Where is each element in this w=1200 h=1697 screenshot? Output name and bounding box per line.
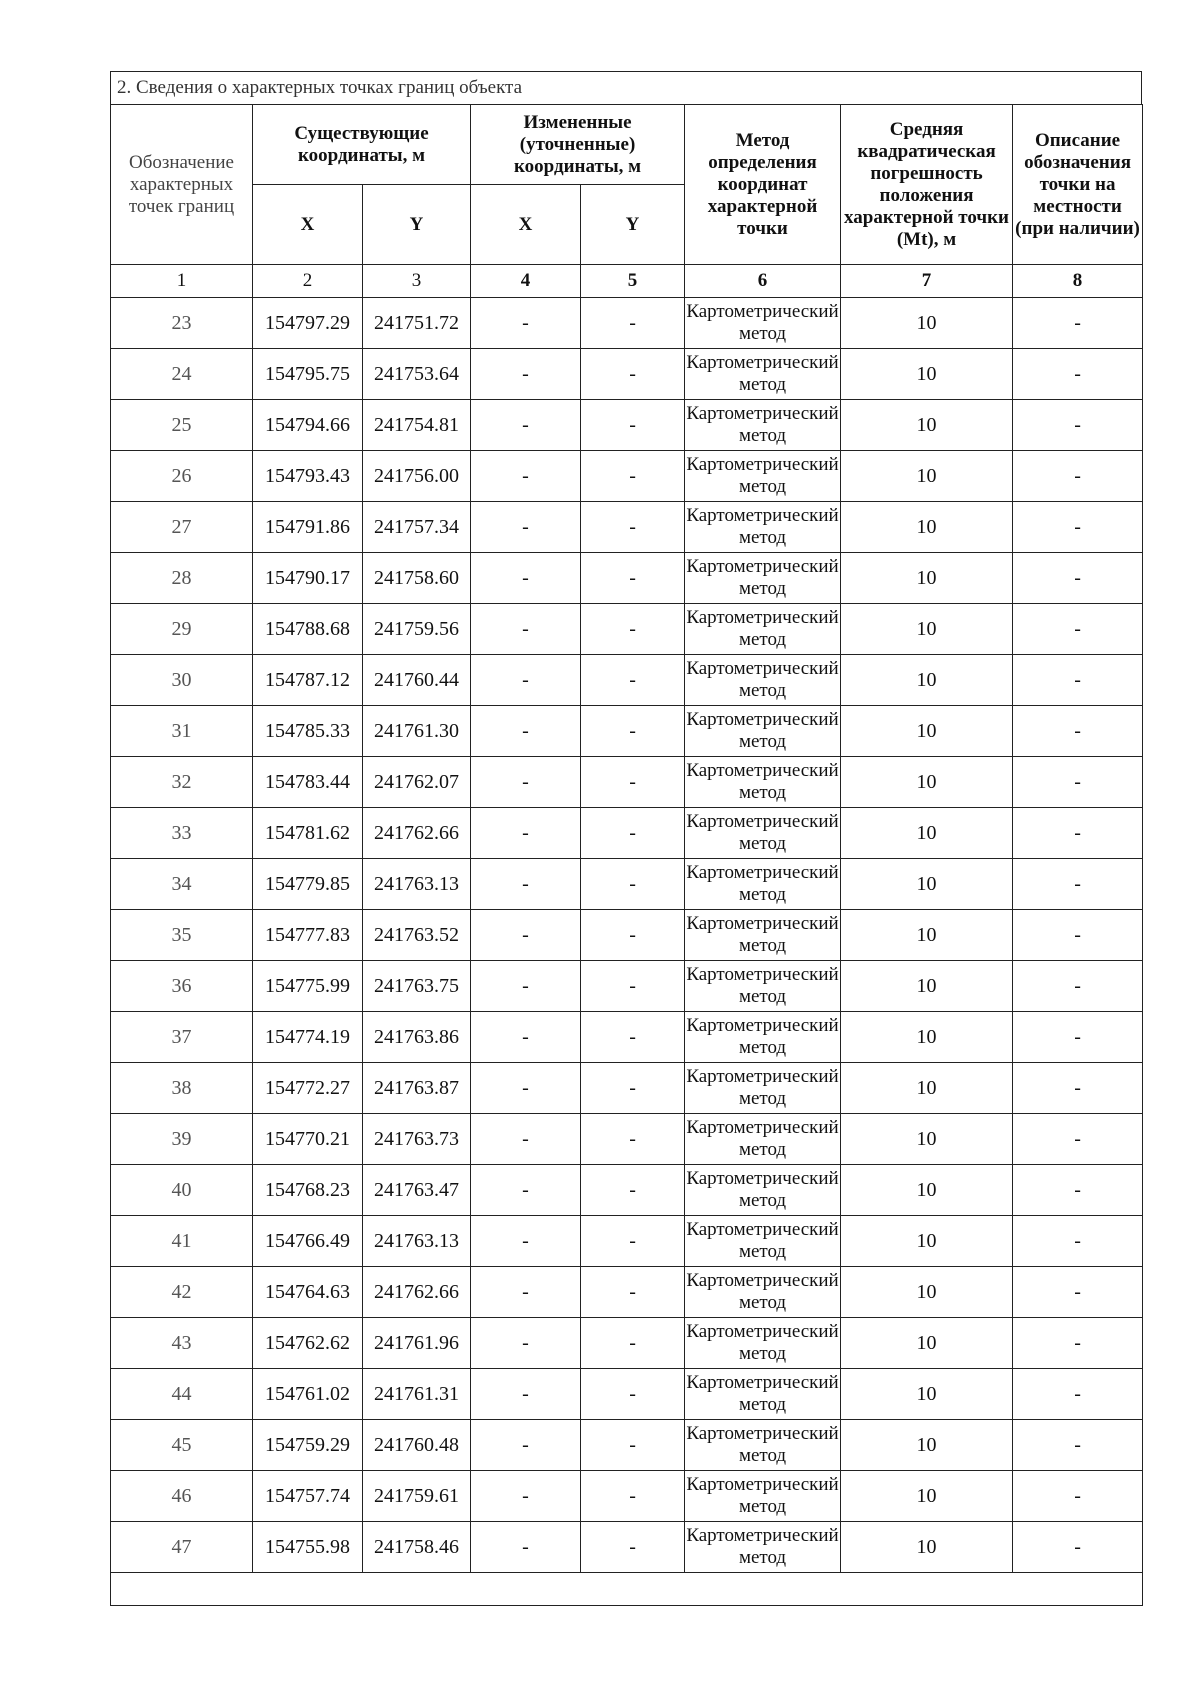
method-cell: Картометрический метод (685, 349, 841, 400)
mean-error-cell: 10 (841, 1012, 1013, 1063)
header-changed-y: Y (581, 185, 685, 265)
existing-x-cell: 154775.99 (253, 961, 363, 1012)
table-row (111, 298, 1143, 349)
existing-x-cell: 154781.62 (253, 808, 363, 859)
table-row (111, 910, 1143, 961)
point-number-cell: 32 (111, 757, 253, 808)
point-number-cell: 34 (111, 859, 253, 910)
mean-error-cell: 10 (841, 1063, 1013, 1114)
header-mean-error: Средняя квадратическая погрешность положения характерной точки (Mt), м (841, 105, 1013, 265)
description-cell: - (1013, 757, 1143, 808)
method-cell: Картометрический метод (685, 1522, 841, 1573)
changed-x-cell: - (471, 706, 581, 757)
description-cell: - (1013, 1216, 1143, 1267)
changed-y-cell: - (581, 655, 685, 706)
existing-x-cell: 154762.62 (253, 1318, 363, 1369)
description-cell: - (1013, 1063, 1143, 1114)
description-cell: - (1013, 1012, 1143, 1063)
description-cell: - (1013, 1114, 1143, 1165)
description-cell: - (1013, 604, 1143, 655)
existing-x-cell: 154779.85 (253, 859, 363, 910)
mean-error-cell: 10 (841, 961, 1013, 1012)
description-cell: - (1013, 859, 1143, 910)
changed-x-cell: - (471, 1114, 581, 1165)
existing-x-cell: 154768.23 (253, 1165, 363, 1216)
existing-y-cell: 241763.13 (363, 859, 471, 910)
description-cell: - (1013, 1165, 1143, 1216)
table-row (111, 1369, 1143, 1420)
existing-x-cell: 154777.83 (253, 910, 363, 961)
changed-x-cell: - (471, 859, 581, 910)
column-number: 2 (253, 265, 363, 298)
description-cell: - (1013, 1318, 1143, 1369)
existing-y-cell: 241763.75 (363, 961, 471, 1012)
method-cell: Картометрический метод (685, 553, 841, 604)
changed-y-cell: - (581, 1369, 685, 1420)
table-row (111, 655, 1143, 706)
table-footer-row (111, 1573, 1143, 1606)
mean-error-cell: 10 (841, 349, 1013, 400)
existing-x-cell: 154788.68 (253, 604, 363, 655)
description-cell: - (1013, 1369, 1143, 1420)
method-cell: Картометрический метод (685, 961, 841, 1012)
existing-x-cell: 154759.29 (253, 1420, 363, 1471)
changed-x-cell: - (471, 1267, 581, 1318)
existing-y-cell: 241760.48 (363, 1420, 471, 1471)
existing-x-cell: 154774.19 (253, 1012, 363, 1063)
changed-y-cell: - (581, 1114, 685, 1165)
method-cell: Картометрический метод (685, 1471, 841, 1522)
mean-error-cell: 10 (841, 1216, 1013, 1267)
changed-y-cell: - (581, 451, 685, 502)
existing-x-cell: 154783.44 (253, 757, 363, 808)
table-row (111, 1267, 1143, 1318)
mean-error-cell: 10 (841, 1318, 1013, 1369)
existing-x-cell: 154793.43 (253, 451, 363, 502)
point-number-cell: 38 (111, 1063, 253, 1114)
mean-error-cell: 10 (841, 706, 1013, 757)
footer-empty-cell (111, 1573, 1143, 1606)
existing-y-cell: 241757.34 (363, 502, 471, 553)
existing-y-cell: 241763.87 (363, 1063, 471, 1114)
column-number: 4 (471, 265, 581, 298)
existing-y-cell: 241760.44 (363, 655, 471, 706)
mean-error-cell: 10 (841, 910, 1013, 961)
description-cell: - (1013, 1267, 1143, 1318)
description-cell: - (1013, 655, 1143, 706)
header-changed-coordinates: Измененные (уточненные) координаты, м (471, 105, 685, 185)
changed-y-cell: - (581, 808, 685, 859)
existing-y-cell: 241758.46 (363, 1522, 471, 1573)
point-number-cell: 23 (111, 298, 253, 349)
existing-x-cell: 154791.86 (253, 502, 363, 553)
description-cell: - (1013, 298, 1143, 349)
changed-x-cell: - (471, 298, 581, 349)
existing-y-cell: 241759.56 (363, 604, 471, 655)
method-cell: Картометрический метод (685, 1114, 841, 1165)
changed-y-cell: - (581, 502, 685, 553)
point-number-cell: 33 (111, 808, 253, 859)
point-number-cell: 46 (111, 1471, 253, 1522)
mean-error-cell: 10 (841, 1471, 1013, 1522)
existing-x-cell: 154770.21 (253, 1114, 363, 1165)
changed-x-cell: - (471, 910, 581, 961)
existing-y-cell: 241761.31 (363, 1369, 471, 1420)
header-description: Описание обозначения точки на местности (при наличии) (1013, 105, 1143, 265)
existing-y-cell: 241763.73 (363, 1114, 471, 1165)
description-cell: - (1013, 349, 1143, 400)
changed-x-cell: - (471, 961, 581, 1012)
existing-y-cell: 241751.72 (363, 298, 471, 349)
existing-x-cell: 154761.02 (253, 1369, 363, 1420)
method-cell: Картометрический метод (685, 1318, 841, 1369)
changed-y-cell: - (581, 400, 685, 451)
changed-x-cell: - (471, 1318, 581, 1369)
column-number: 8 (1013, 265, 1143, 298)
existing-y-cell: 241756.00 (363, 451, 471, 502)
changed-x-cell: - (471, 1369, 581, 1420)
table-row (111, 1522, 1143, 1573)
changed-x-cell: - (471, 400, 581, 451)
mean-error-cell: 10 (841, 1165, 1013, 1216)
changed-y-cell: - (581, 1318, 685, 1369)
description-cell: - (1013, 502, 1143, 553)
method-cell: Картометрический метод (685, 1267, 841, 1318)
changed-x-cell: - (471, 1522, 581, 1573)
existing-x-cell: 154757.74 (253, 1471, 363, 1522)
table-row (111, 502, 1143, 553)
changed-y-cell: - (581, 553, 685, 604)
method-cell: Картометрический метод (685, 1063, 841, 1114)
existing-y-cell: 241754.81 (363, 400, 471, 451)
mean-error-cell: 10 (841, 1267, 1013, 1318)
description-cell: - (1013, 706, 1143, 757)
changed-x-cell: - (471, 1420, 581, 1471)
method-cell: Картометрический метод (685, 757, 841, 808)
point-number-cell: 27 (111, 502, 253, 553)
table-row (111, 706, 1143, 757)
method-cell: Картометрический метод (685, 400, 841, 451)
mean-error-cell: 10 (841, 859, 1013, 910)
changed-x-cell: - (471, 757, 581, 808)
point-number-cell: 36 (111, 961, 253, 1012)
point-number-cell: 39 (111, 1114, 253, 1165)
method-cell: Картометрический метод (685, 1420, 841, 1471)
point-number-cell: 35 (111, 910, 253, 961)
changed-x-cell: - (471, 451, 581, 502)
changed-y-cell: - (581, 604, 685, 655)
method-cell: Картометрический метод (685, 502, 841, 553)
point-number-cell: 31 (111, 706, 253, 757)
changed-y-cell: - (581, 1522, 685, 1573)
point-number-cell: 44 (111, 1369, 253, 1420)
description-cell: - (1013, 400, 1143, 451)
changed-y-cell: - (581, 349, 685, 400)
mean-error-cell: 10 (841, 1420, 1013, 1471)
existing-x-cell: 154795.75 (253, 349, 363, 400)
table-row (111, 604, 1143, 655)
changed-y-cell: - (581, 1012, 685, 1063)
mean-error-cell: 10 (841, 553, 1013, 604)
section-title: 2. Сведения о характерных точках границ объекта (110, 71, 1142, 104)
method-cell: Картометрический метод (685, 1369, 841, 1420)
table-row (111, 757, 1143, 808)
point-number-cell: 30 (111, 655, 253, 706)
mean-error-cell: 10 (841, 808, 1013, 859)
column-number: 5 (581, 265, 685, 298)
points-table-body (111, 298, 1143, 1573)
mean-error-cell: 10 (841, 1114, 1013, 1165)
point-number-cell: 47 (111, 1522, 253, 1573)
mean-error-cell: 10 (841, 1369, 1013, 1420)
table-row (111, 1114, 1143, 1165)
changed-y-cell: - (581, 298, 685, 349)
method-cell: Картометрический метод (685, 655, 841, 706)
method-cell: Картометрический метод (685, 910, 841, 961)
existing-x-cell: 154772.27 (253, 1063, 363, 1114)
existing-y-cell: 241763.13 (363, 1216, 471, 1267)
method-cell: Картометрический метод (685, 451, 841, 502)
existing-x-cell: 154787.12 (253, 655, 363, 706)
changed-x-cell: - (471, 604, 581, 655)
table-row (111, 553, 1143, 604)
method-cell: Картометрический метод (685, 1012, 841, 1063)
mean-error-cell: 10 (841, 298, 1013, 349)
point-number-cell: 28 (111, 553, 253, 604)
boundary-points-sheet (110, 71, 1142, 1606)
mean-error-cell: 10 (841, 451, 1013, 502)
description-cell: - (1013, 910, 1143, 961)
table-row (111, 1012, 1143, 1063)
changed-y-cell: - (581, 757, 685, 808)
description-cell: - (1013, 451, 1143, 502)
method-cell: Картометрический метод (685, 1216, 841, 1267)
table-row (111, 961, 1143, 1012)
column-number: 7 (841, 265, 1013, 298)
existing-y-cell: 241758.60 (363, 553, 471, 604)
mean-error-cell: 10 (841, 604, 1013, 655)
changed-y-cell: - (581, 910, 685, 961)
changed-x-cell: - (471, 1012, 581, 1063)
table-row (111, 859, 1143, 910)
existing-x-cell: 154797.29 (253, 298, 363, 349)
header-changed-x: X (471, 185, 581, 265)
column-number: 6 (685, 265, 841, 298)
mean-error-cell: 10 (841, 502, 1013, 553)
changed-x-cell: - (471, 502, 581, 553)
point-number-cell: 29 (111, 604, 253, 655)
description-cell: - (1013, 1522, 1143, 1573)
changed-y-cell: - (581, 961, 685, 1012)
table-row (111, 400, 1143, 451)
existing-x-cell: 154764.63 (253, 1267, 363, 1318)
mean-error-cell: 10 (841, 400, 1013, 451)
changed-y-cell: - (581, 1471, 685, 1522)
changed-x-cell: - (471, 1063, 581, 1114)
header-point-designation: Обозначение характерных точек границ (111, 105, 253, 265)
table-row (111, 1165, 1143, 1216)
table-row (111, 451, 1143, 502)
header-existing-x: X (253, 185, 363, 265)
table-row (111, 1420, 1143, 1471)
mean-error-cell: 10 (841, 655, 1013, 706)
point-number-cell: 40 (111, 1165, 253, 1216)
column-number: 1 (111, 265, 253, 298)
existing-x-cell: 154794.66 (253, 400, 363, 451)
description-cell: - (1013, 961, 1143, 1012)
column-number: 3 (363, 265, 471, 298)
changed-x-cell: - (471, 655, 581, 706)
existing-y-cell: 241761.30 (363, 706, 471, 757)
existing-y-cell: 241762.66 (363, 808, 471, 859)
table-row (111, 349, 1143, 400)
changed-x-cell: - (471, 808, 581, 859)
existing-y-cell: 241763.52 (363, 910, 471, 961)
point-number-cell: 25 (111, 400, 253, 451)
changed-y-cell: - (581, 706, 685, 757)
header-method: Метод определения координат характерной точки (685, 105, 841, 265)
point-number-cell: 45 (111, 1420, 253, 1471)
points-table (110, 104, 1143, 1606)
table-row (111, 1318, 1143, 1369)
table-row (111, 1216, 1143, 1267)
changed-y-cell: - (581, 1267, 685, 1318)
description-cell: - (1013, 808, 1143, 859)
table-row (111, 1063, 1143, 1114)
header-existing-y: Y (363, 185, 471, 265)
method-cell: Картометрический метод (685, 604, 841, 655)
point-number-cell: 37 (111, 1012, 253, 1063)
header-existing-coordinates: Существующие координаты, м (253, 105, 471, 185)
changed-x-cell: - (471, 1165, 581, 1216)
existing-y-cell: 241762.66 (363, 1267, 471, 1318)
existing-x-cell: 154766.49 (253, 1216, 363, 1267)
method-cell: Картометрический метод (685, 298, 841, 349)
existing-y-cell: 241763.86 (363, 1012, 471, 1063)
mean-error-cell: 10 (841, 1522, 1013, 1573)
method-cell: Картометрический метод (685, 808, 841, 859)
description-cell: - (1013, 1420, 1143, 1471)
changed-y-cell: - (581, 1420, 685, 1471)
changed-y-cell: - (581, 1216, 685, 1267)
mean-error-cell: 10 (841, 757, 1013, 808)
point-number-cell: 43 (111, 1318, 253, 1369)
existing-y-cell: 241753.64 (363, 349, 471, 400)
table-row (111, 808, 1143, 859)
method-cell: Картометрический метод (685, 1165, 841, 1216)
point-number-cell: 42 (111, 1267, 253, 1318)
point-number-cell: 41 (111, 1216, 253, 1267)
point-number-cell: 26 (111, 451, 253, 502)
changed-y-cell: - (581, 859, 685, 910)
changed-x-cell: - (471, 1471, 581, 1522)
method-cell: Картометрический метод (685, 706, 841, 757)
table-row (111, 1471, 1143, 1522)
existing-y-cell: 241761.96 (363, 1318, 471, 1369)
changed-y-cell: - (581, 1165, 685, 1216)
changed-x-cell: - (471, 349, 581, 400)
changed-x-cell: - (471, 1216, 581, 1267)
existing-x-cell: 154755.98 (253, 1522, 363, 1573)
existing-x-cell: 154785.33 (253, 706, 363, 757)
description-cell: - (1013, 1471, 1143, 1522)
existing-y-cell: 241763.47 (363, 1165, 471, 1216)
existing-x-cell: 154790.17 (253, 553, 363, 604)
existing-y-cell: 241762.07 (363, 757, 471, 808)
point-number-cell: 24 (111, 349, 253, 400)
changed-x-cell: - (471, 553, 581, 604)
description-cell: - (1013, 553, 1143, 604)
existing-y-cell: 241759.61 (363, 1471, 471, 1522)
method-cell: Картометрический метод (685, 859, 841, 910)
changed-y-cell: - (581, 1063, 685, 1114)
